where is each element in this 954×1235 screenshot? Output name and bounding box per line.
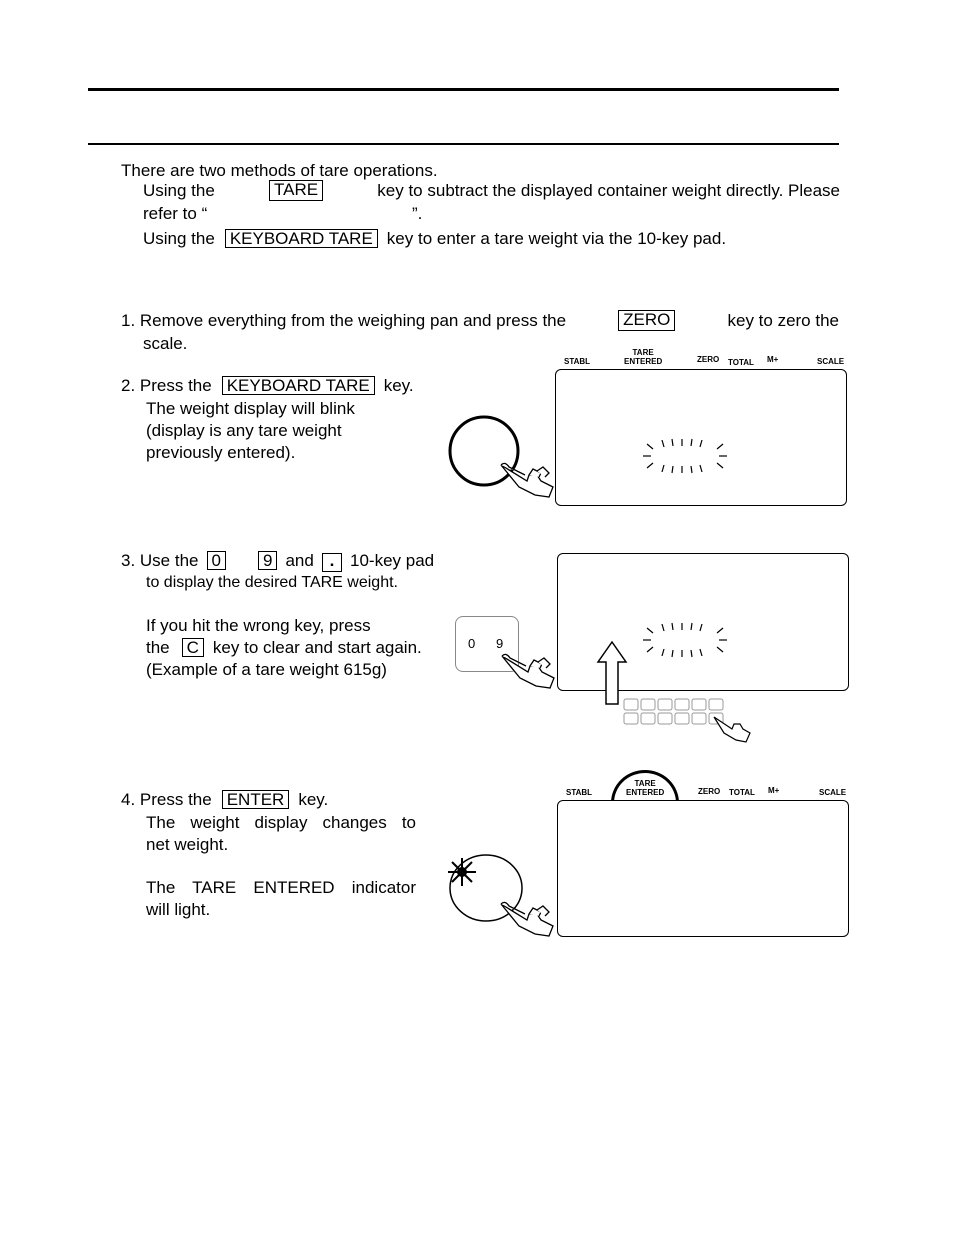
indicator-stabl: STABL [566, 788, 593, 797]
keyboard-tare-key: KEYBOARD TARE [225, 229, 378, 248]
indicator-mplus: M+ [768, 786, 780, 795]
step-3-line-3: If you hit the wrong key, press [146, 616, 371, 635]
tare-key: TARE [269, 180, 323, 201]
step-2-line-3: (display is any tare weight [146, 421, 342, 440]
method-1-ref: refer to “ [143, 204, 208, 223]
step-4-line-3: net weight. [146, 835, 229, 854]
indicator-total: TOTAL [729, 788, 755, 797]
step-3-line-5: (Example of a tare weight 615g) [146, 660, 387, 679]
key-c: C [182, 638, 204, 657]
pad-label-0: 0 [468, 636, 476, 651]
indicator-scale: SCALE [817, 357, 845, 366]
indicator-tare-entered: TARE ENTERED [624, 348, 663, 366]
blink-icon [640, 620, 730, 660]
step-1-cont: scale. [143, 334, 188, 353]
method-2: Using the KEYBOARD TARE key to enter a tare weight via the 10-key pad. [143, 229, 727, 248]
step-4-line-5: will light. [146, 900, 211, 919]
flash-icon [447, 857, 477, 887]
method-1-ref-end: ”. [412, 204, 423, 223]
step-4-line-4: The TARE ENTERED indicator [146, 878, 416, 897]
indicator-zero: ZERO [698, 787, 721, 796]
finger-press-icon [449, 415, 559, 497]
finger-press-icon [500, 648, 560, 690]
indicator-tare-entered: TARE ENTERED [626, 779, 665, 797]
intro-text: There are two methods of tare operations. [121, 161, 438, 180]
step-2: 2. Press the KEYBOARD TARE key. [121, 376, 414, 395]
enter-key: ENTER [222, 790, 290, 809]
indicator-stabl: STABL [564, 357, 591, 366]
step-2-line-2: The weight display will blink [146, 399, 355, 418]
pad-label-9: 9 [496, 636, 504, 651]
indicator-mplus: M+ [767, 355, 779, 364]
step-2-line-4: previously entered). [146, 443, 296, 462]
blink-icon [640, 436, 730, 476]
weight-display-step4 [557, 800, 849, 937]
step-3-line-2: to display the desired TARE weight. [146, 574, 398, 591]
numeric-keypad [622, 697, 752, 747]
step-4: 4. Press the ENTER key. [121, 790, 329, 809]
step-3-line-4: the C key to clear and start again. [146, 638, 422, 657]
key-dot: . [322, 553, 342, 572]
zero-key: ZERO [618, 310, 675, 331]
indicator-scale: SCALE [819, 788, 847, 797]
step-3: 3. Use the 0 9 and . 10-key pad [121, 551, 435, 572]
indicator-zero: ZERO [697, 355, 720, 364]
section-rule [88, 143, 839, 145]
method-1: Using the TARE key to subtract the displayed container weight directly. Please [143, 180, 840, 200]
step-4-line-2: The weight display changes to [146, 813, 416, 832]
key-0: 0 [207, 551, 226, 570]
top-rule [88, 88, 839, 91]
step-1: 1. Remove everything from the weighing pan and press the ZERO key to zero the [121, 310, 839, 330]
keyboard-tare-key-step2: KEYBOARD TARE [222, 376, 375, 395]
indicator-total: TOTAL [728, 358, 754, 367]
key-9: 9 [258, 551, 277, 570]
